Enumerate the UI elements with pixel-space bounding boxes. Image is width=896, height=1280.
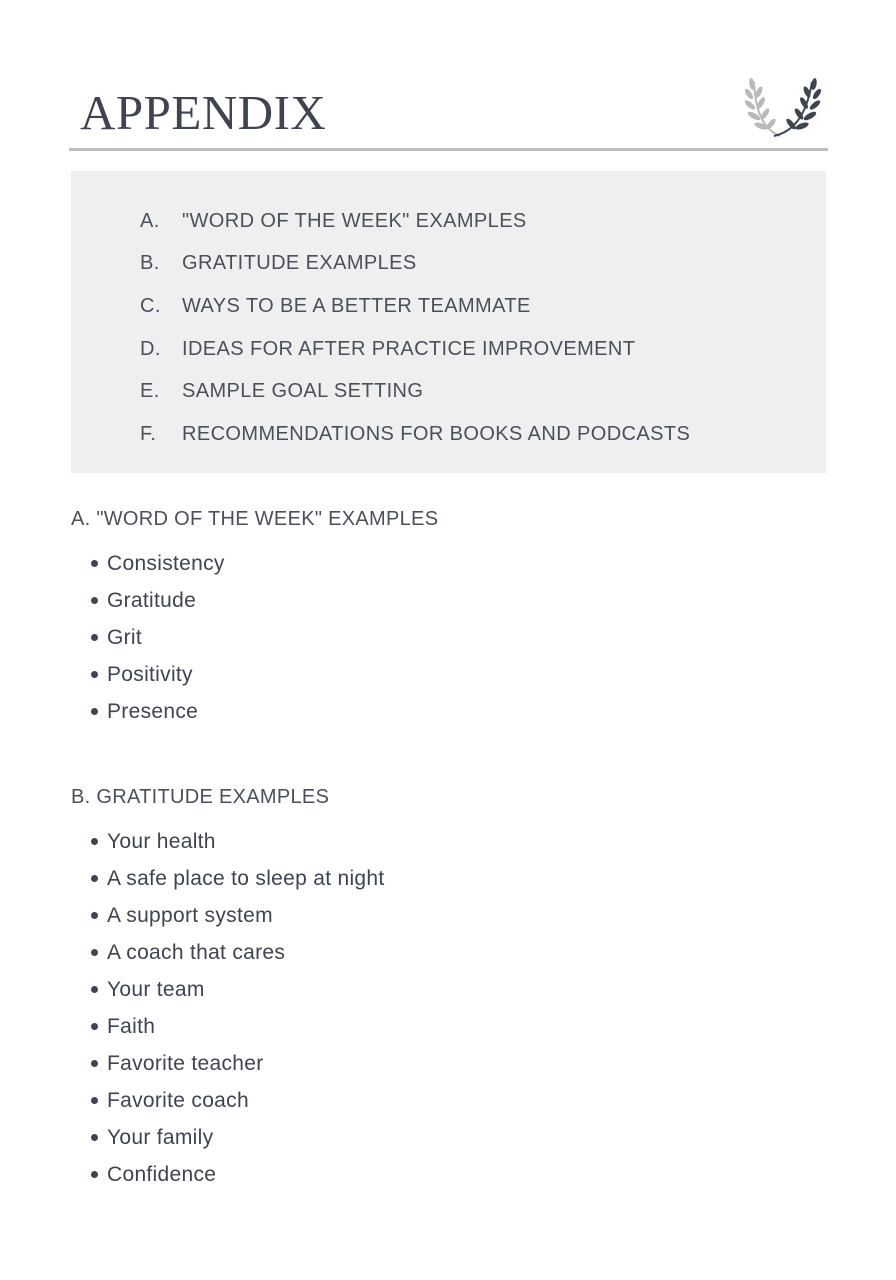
toc-label: "WORD OF THE WEEK" EXAMPLES bbox=[182, 209, 527, 232]
list-item-text: Faith bbox=[107, 1014, 156, 1038]
list-item-text: Consistency bbox=[107, 551, 225, 575]
section-heading-word-of-the-week: A. "WORD OF THE WEEK" EXAMPLES bbox=[71, 508, 439, 530]
bullet-icon bbox=[91, 986, 98, 993]
bullet-icon bbox=[91, 671, 98, 678]
list-item bbox=[88, 823, 385, 860]
list-item bbox=[88, 897, 385, 934]
list-item bbox=[88, 971, 385, 1008]
bullet-icon bbox=[91, 1134, 98, 1141]
list-item bbox=[88, 1119, 385, 1156]
list-item bbox=[88, 693, 225, 730]
toc-label: RECOMMENDATIONS FOR BOOKS AND PODCASTS bbox=[182, 422, 691, 445]
list-item bbox=[88, 1082, 385, 1119]
toc-item-c[interactable] bbox=[140, 285, 690, 328]
toc-list bbox=[140, 200, 690, 456]
title-divider bbox=[69, 148, 828, 151]
list-item bbox=[88, 545, 225, 582]
list-item bbox=[88, 619, 225, 656]
toc-item-d[interactable] bbox=[140, 328, 690, 371]
list-item-text: Your family bbox=[107, 1125, 214, 1149]
bullet-icon bbox=[91, 1097, 98, 1104]
list-item-text: Favorite teacher bbox=[107, 1051, 264, 1075]
list-item-text: A coach that cares bbox=[107, 940, 286, 964]
bullet-icon bbox=[91, 949, 98, 956]
word-of-the-week-list bbox=[88, 545, 225, 730]
toc-item-f[interactable] bbox=[140, 413, 690, 456]
toc-letter: D. bbox=[140, 337, 161, 360]
bullet-icon bbox=[91, 708, 98, 715]
list-item bbox=[88, 656, 225, 693]
toc-label: GRATITUDE EXAMPLES bbox=[182, 252, 417, 275]
list-item-text: Gratitude bbox=[107, 588, 197, 612]
bullet-icon bbox=[91, 1060, 98, 1067]
bullet-icon bbox=[91, 560, 98, 567]
list-item bbox=[88, 1156, 385, 1193]
toc-item-b[interactable] bbox=[140, 243, 690, 286]
laurel-wreath-icon bbox=[744, 74, 822, 140]
bullet-icon bbox=[91, 838, 98, 845]
bullet-icon bbox=[91, 1171, 98, 1178]
bullet-icon bbox=[91, 597, 98, 604]
list-item-text: A support system bbox=[107, 903, 273, 927]
section-heading-gratitude: B. GRATITUDE EXAMPLES bbox=[71, 786, 330, 808]
list-item-text: Favorite coach bbox=[107, 1088, 249, 1112]
list-item bbox=[88, 582, 225, 619]
toc-item-e[interactable] bbox=[140, 370, 690, 413]
toc-label: IDEAS FOR AFTER PRACTICE IMPROVEMENT bbox=[182, 337, 636, 360]
list-item bbox=[88, 860, 385, 897]
toc-letter: F. bbox=[140, 422, 157, 445]
list-item-text: Your team bbox=[107, 977, 205, 1001]
list-item bbox=[88, 934, 385, 971]
list-item-text: Presence bbox=[107, 699, 199, 723]
toc-letter: C. bbox=[140, 294, 161, 317]
bullet-icon bbox=[91, 634, 98, 641]
table-of-contents bbox=[71, 171, 826, 473]
gratitude-list bbox=[88, 823, 385, 1193]
toc-item-a[interactable] bbox=[140, 200, 690, 243]
toc-letter: E. bbox=[140, 380, 160, 403]
toc-letter: B. bbox=[140, 252, 160, 275]
list-item-text: Positivity bbox=[107, 662, 193, 686]
bullet-icon bbox=[91, 1023, 98, 1030]
list-item bbox=[88, 1008, 385, 1045]
list-item bbox=[88, 1045, 385, 1082]
toc-label: WAYS TO BE A BETTER TEAMMATE bbox=[182, 294, 531, 317]
toc-letter: A. bbox=[140, 209, 160, 232]
list-item-text: Your health bbox=[107, 829, 216, 853]
bullet-icon bbox=[91, 912, 98, 919]
bullet-icon bbox=[91, 875, 98, 882]
toc-label: SAMPLE GOAL SETTING bbox=[182, 380, 424, 403]
list-item-text: Grit bbox=[107, 625, 143, 649]
list-item-text: Confidence bbox=[107, 1162, 217, 1186]
list-item-text: A safe place to sleep at night bbox=[107, 866, 385, 890]
page-title: APPENDIX bbox=[80, 85, 327, 140]
